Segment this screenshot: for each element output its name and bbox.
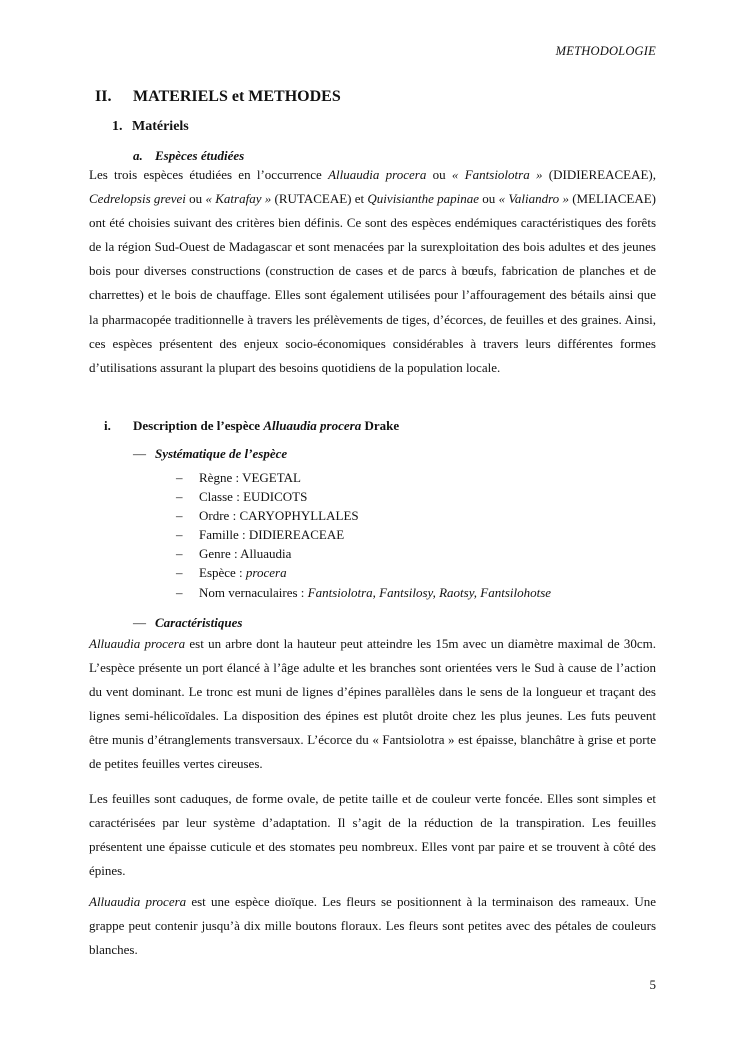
list-item — [176, 506, 551, 525]
paragraph-text: est un arbre dont la hauteur peut atteindre les 15m avec un diamètre maximal de 30cm. L’espèce présente un port élancé à l’âge adulte et les branches sont orientées vers le Sud à cause de l’action du vent dominant. Le tronc est muni de lignes d’épines parallèles dans le sens de la longueur et traçant des lignes semi-hélicoïdales. La disposition des épines est plutôt droite chez les plus jeunes. Les futs peuvent être munis d’étranglements transversaux. L’écorce du « Fantsiolotra » est épaisse, blanchâtre à grise et porte de petites feuilles vertes cireuses. — [89, 636, 657, 772]
list-dash: – — [176, 546, 183, 562]
caracteristiques-title: Caractéristiques — [155, 615, 243, 630]
caracteristiques-heading — [133, 615, 242, 631]
section-number: II. — [95, 88, 112, 105]
list-dash: – — [176, 470, 183, 485]
species-name: Alluaudia procera — [328, 167, 427, 182]
item-label: Nom vernaculaires : — [199, 584, 308, 600]
intro-text: (DIDIEREACEAE), — [542, 167, 657, 182]
item-value: procera — [245, 565, 287, 581]
subsubsection-title: Espèces étudiées — [155, 148, 245, 163]
heading-dash: — — [133, 615, 146, 630]
species-name: Cedrelopsis grevei — [89, 191, 186, 207]
paragraph-text: Les feuilles sont caduques, de forme ovale, de petite taille et de couleur verte foncée. Elles sont simples et caractérisées par leur système d’adaptation. Il s’agit de la réduction de la transpiration. Les feuilles présentent une épaisse cuticule et des stomates peu nombreux. Elles vont par paire et se trouvent à côté des épines. — [89, 791, 656, 879]
item-label: Classe : — [199, 489, 244, 505]
intro-text: ou — [479, 191, 499, 207]
caracteristiques-paragraph-2 — [89, 787, 656, 883]
systematique-list — [176, 468, 551, 602]
systematique-heading — [133, 446, 287, 462]
intro-text: (RUTACEAE) et — [271, 191, 368, 207]
item-label: Espèce : — [199, 565, 246, 581]
systematique-title: Systématique de l’espèce — [155, 446, 288, 461]
page-number: 5 — [649, 977, 656, 992]
description-suffix: Drake — [361, 418, 400, 433]
section-heading — [95, 88, 341, 106]
intro-text: (MELIACEAE) ont été choisies suivant des critères bien définis. Ce sont des espèces endémiques caractéristiques des forêts de la région Sud-Ouest de Madagascar et sont menacées par la surexploitation des bois adultes et des jeunes bois pour diverses constructions (construction de cases et de parcs à bœufs, fabrication de planches et de charrettes) et le bois de chauffage. Elles sont également utilisées pour l’affouragement des bétails ainsi que la pharmacopée traditionnelle à travers les prélèvements de tiges, d’écorces, de feuilles et des graines. Ainsi, ces espèces présentent des enjeux socio-économiques considérables à travers leurs différentes formes d’utilisations assurant la plupart des besoins quotidiens de la population locale. — [89, 191, 656, 375]
list-dash: – — [176, 508, 183, 524]
item-value: Alluaudia — [240, 546, 292, 562]
item-value: Fantsiolotra, Fantsilosy, Raotsy, Fantsilohotse — [307, 584, 552, 600]
vernacular-name: « Fantsiolotra » — [451, 167, 543, 182]
caracteristiques-paragraph-3 — [89, 890, 656, 962]
description-species: Alluaudia procera — [263, 418, 362, 433]
description-heading — [104, 418, 399, 434]
description-prefix: Description de l’espèce — [133, 418, 264, 433]
intro-text: ou — [426, 167, 452, 182]
species-name: Quivisianthe papinae — [367, 191, 480, 207]
item-label: Famille : — [199, 527, 249, 543]
list-dash: – — [176, 489, 183, 505]
list-item — [176, 583, 551, 602]
item-value: EUDICOTS — [243, 489, 308, 505]
list-item — [176, 525, 551, 544]
list-dash: – — [176, 565, 183, 581]
species-name: Alluaudia procera — [89, 894, 187, 909]
intro-text: Les trois espèces étudiées en l’occurrence — [89, 167, 329, 182]
item-label: Genre : — [199, 546, 241, 562]
item-label: Règne : — [199, 470, 243, 485]
subsubsection-heading — [133, 148, 244, 164]
subsubsection-number: a. — [133, 148, 143, 163]
vernacular-name: « Katrafay » — [205, 191, 272, 207]
intro-paragraph — [89, 163, 656, 380]
list-item — [176, 487, 551, 506]
list-dash: – — [176, 584, 183, 600]
item-value: VEGETAL — [242, 470, 301, 485]
subsection-number: 1. — [112, 119, 123, 134]
item-label: Ordre : — [199, 508, 240, 524]
description-number: i. — [104, 418, 111, 433]
vernacular-name: « Valiandro » — [498, 191, 569, 207]
list-dash: – — [176, 527, 183, 543]
list-item — [176, 544, 551, 563]
running-header: METHODOLOGIE — [555, 44, 656, 58]
heading-dash: — — [133, 446, 146, 461]
species-name: Alluaudia procera — [89, 636, 186, 651]
paragraph-text: est une espèce dioïque. Les fleurs se positionnent à la terminaison des rameaux. Une grappe peut contenir jusqu’à dix mille boutons floraux. Les fleurs sont petites avec des pétales de couleurs blanches. — [89, 894, 656, 958]
subsection-title: Matériels — [132, 119, 189, 134]
list-item — [176, 563, 551, 582]
caracteristiques-paragraph-1 — [89, 632, 656, 777]
item-value: DIDIEREACEAE — [248, 527, 345, 543]
subsection-heading — [112, 119, 189, 135]
intro-text: ou — [185, 191, 206, 207]
item-value: CARYOPHYLLALES — [239, 508, 359, 524]
section-title: MATERIELS et METHODES — [133, 88, 341, 105]
list-item — [176, 468, 551, 487]
